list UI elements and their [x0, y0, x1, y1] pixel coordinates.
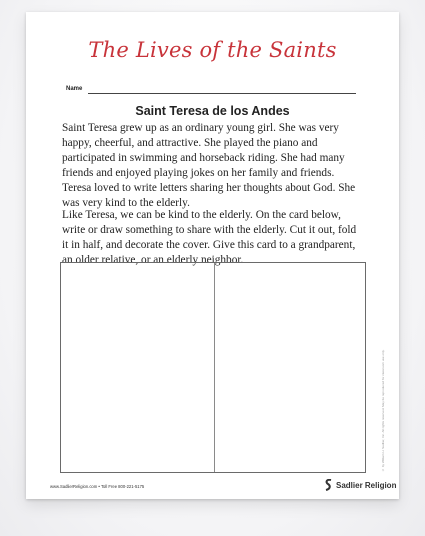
name-field	[66, 86, 356, 96]
fold-card-outline	[60, 262, 366, 473]
worksheet-page	[26, 12, 399, 499]
copyright-note: © by William H. Sadlier, Inc. All rights reserved. May be reproduced for classroom use only.	[381, 349, 385, 472]
footer-contact: www.SadlierReligion.com • Toll Free 800-221-5175	[50, 484, 145, 489]
sadlier-logo-icon	[324, 479, 333, 491]
name-label: Name	[66, 86, 83, 92]
brand-name: Sadlier Religion	[336, 480, 397, 490]
card-fold-line	[214, 263, 215, 472]
instructions-paragraph: Like Teresa, we can be kind to the elderly. On the card below, write or draw something to share with the elderly. Cut it out, fold it in half, and decorate the cover. Give this card to a grandparent, an older relative, or an elderly neighbor.	[62, 209, 357, 266]
brand-logo	[324, 478, 396, 492]
series-title: The Lives of the Saints	[88, 38, 337, 62]
story-paragraph: Saint Teresa grew up as an ordinary young girl. She was very happy, cheerful, and attractive. She played the piano and participated in swimming and horseback riding. She had many friends and enjoyed playing jokes on her family and friends. Teresa loved to write letters sharing her thoughts about God. She was very kind to the elderly.	[62, 122, 356, 209]
worksheet-heading: Saint Teresa de los Andes	[135, 104, 290, 118]
name-line	[88, 93, 356, 94]
